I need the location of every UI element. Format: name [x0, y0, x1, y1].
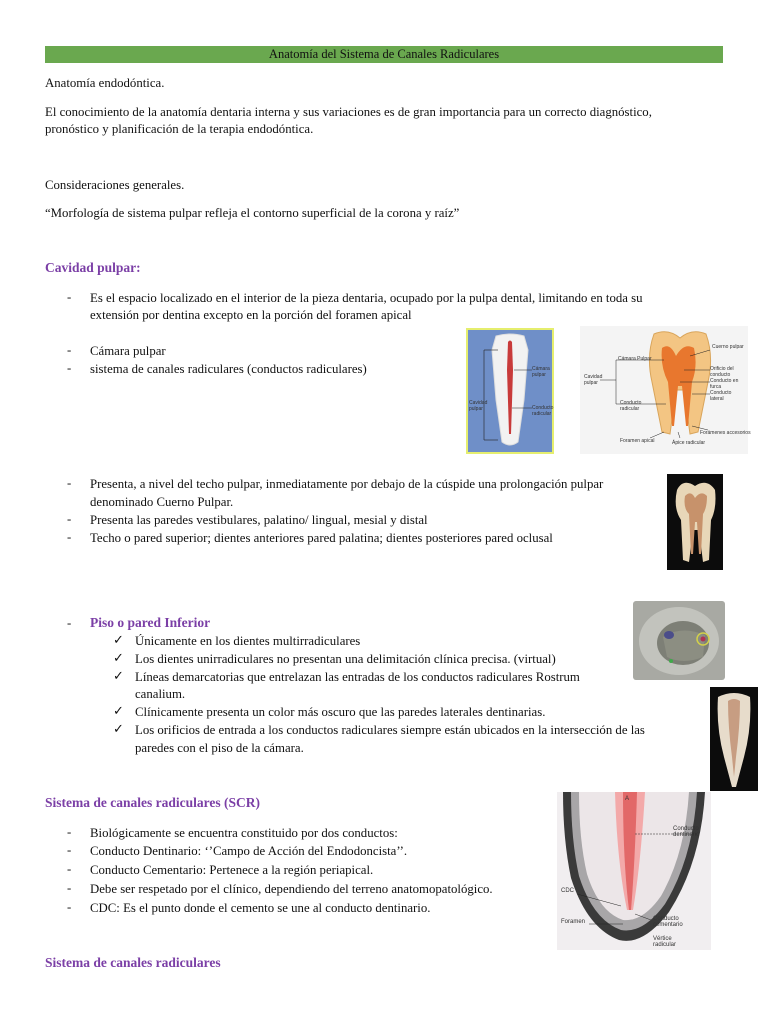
fig5-label-cdc: CDC [561, 888, 574, 894]
molar-photo-figure [667, 474, 723, 570]
bullet-dash: - [67, 290, 72, 304]
root-apex-diagram-image [557, 792, 711, 950]
pulp-floor-photo-figure [633, 601, 725, 680]
check-icon: ✓ [113, 704, 124, 718]
cavidad-item5: Presenta las paredes vestibulares, palatino/ lingual, mesial y distal [90, 513, 428, 527]
scr-item5: CDC: Es el punto donde el cemento se une al conducto dentinario. [90, 901, 431, 915]
fig5-label-foramen: Foramen [561, 919, 586, 925]
intro-p1: Anatomía endodóntica. [45, 76, 165, 90]
bullet-dash: - [67, 843, 72, 857]
piso-c1: Únicamente en los dientes multirradiculares [135, 634, 361, 648]
fig1-label-cavidad: Cavidad pulpar [469, 400, 488, 412]
piso-c5-line1: Los orificios de entrada a los conductos radiculares siempre están ubicados en la intersección de las [135, 723, 645, 737]
tooth-diagram-image [468, 330, 552, 452]
title-banner: Anatomía del Sistema de Canales Radiculares [45, 46, 723, 63]
root-apex-diagram-figure [557, 792, 711, 950]
cavidad-heading: Cavidad pulpar: [45, 260, 141, 275]
scr-footer-heading: Sistema de canales radiculares [45, 955, 221, 970]
fig2-label-orificio: Orificio del conducto [710, 366, 734, 378]
molar-photo-image [667, 474, 723, 570]
tooth-section-figure [580, 326, 751, 454]
cavidad-item2: Cámara pulpar [90, 344, 166, 358]
bullet-dash: - [67, 530, 72, 544]
piso-c4: Clínicamente presenta un color más oscuro que las paredes laterales dentinarias. [135, 705, 546, 719]
cavidad-item4-line1: Presenta, a nivel del techo pulpar, inmediatamente por debajo de la cúspide una prolongación pulpar [90, 477, 604, 491]
intro-p4: “Morfología de sistema pulpar refleja el contorno superficial de la corona y raíz” [45, 206, 460, 220]
intro-p2-line1: El conocimiento de la anatomía dentaria interna y sus variaciones es de gran importancia para un correcto diagnóstico, [45, 105, 652, 119]
check-icon: ✓ [113, 633, 124, 647]
fig5-label-dentinario: Conducto dentinario [673, 826, 700, 838]
bullet-dash: - [67, 616, 72, 630]
fig2-label-cuerno: Cuerno pulpar [712, 344, 744, 350]
scr-heading: Sistema de canales radiculares (SCR) [45, 795, 260, 810]
bullet-dash: - [67, 361, 72, 375]
scr-item2: Conducto Dentinario: ‘’Campo de Acción del Endodoncista’’. [90, 844, 408, 858]
fig2-label-lateral: Conducto lateral [710, 390, 732, 402]
scr-item4: Debe ser respetado por el clínico, dependiendo del terreno anatomopatológico. [90, 882, 493, 896]
intro-p3: Consideraciones generales. [45, 178, 185, 192]
fig2-label-apice: Ápice radicular [672, 440, 706, 446]
bullet-dash: - [67, 881, 72, 895]
fig5-label-vertice: Vértice radicular [653, 936, 677, 948]
bullet-dash: - [67, 862, 72, 876]
cavidad-item3: sistema de canales radiculares (conductos radiculares) [90, 362, 367, 376]
intro-p2-line2: pronóstico y planificación de la terapia endodóntica. [45, 122, 314, 136]
incisor-photo-image [710, 687, 758, 791]
cavidad-item1-line1: Es el espacio localizado en el interior de la pieza dentaria, ocupado por la pulpa dental, limitando en toda su [90, 291, 643, 305]
piso-heading: Piso o pared Inferior [90, 615, 211, 630]
bullet-dash: - [67, 900, 72, 914]
scr-item1: Biológicamente se encuentra constituido por dos conductos: [90, 826, 398, 840]
fig1-label-camara: Cámara pulpar [532, 366, 550, 378]
cavidad-item6: Techo o pared superior; dientes anteriores pared palatina; dientes posteriores pared oclusal [90, 531, 553, 545]
check-icon: ✓ [113, 722, 124, 736]
cavidad-item1-line2: extensión por dentina excepto en la porción del foramen apical [90, 308, 412, 322]
fig5-label-cementario: Conducto cementario [653, 916, 683, 928]
fig2-label-cavidad: Cavidad pulpar [584, 374, 603, 386]
piso-c3-line1: Líneas demarcatorias que entrelazan las entradas de los conductos radiculares Rostrum [135, 670, 580, 684]
piso-c5-line2: paredes con el piso de la cámara. [135, 741, 304, 755]
scr-item3: Conducto Cementario: Pertenece a la región periapical. [90, 863, 374, 877]
bullet-dash: - [67, 476, 72, 490]
cavidad-item4-line2: denominado Cuerno Pulpar. [90, 495, 234, 509]
bullet-dash: - [67, 343, 72, 357]
incisor-photo-figure [710, 687, 758, 791]
tooth-diagram-figure [466, 328, 554, 454]
check-icon: ✓ [113, 669, 124, 683]
bullet-dash: - [67, 825, 72, 839]
fig2-label-camara: Cámara Pulpar [618, 356, 652, 362]
fig2-label-radicular: Conducto radicular [620, 400, 642, 412]
fig1-label-conducto: Conducto radicular [532, 405, 554, 417]
fig5-label-a: A [625, 796, 630, 802]
bullet-dash: - [67, 512, 72, 526]
check-icon: ✓ [113, 651, 124, 665]
piso-c2: Los dientes unirradiculares no presentan una delimitación clínica precisa. (virtual) [135, 652, 556, 666]
fig2-label-foramen: Foramen apical [620, 438, 655, 444]
pulp-floor-photo-image [633, 601, 725, 680]
fig2-label-foraminas: Forámenes accesorios [700, 430, 751, 436]
fig2-label-furca: Conducto en furca [710, 378, 739, 390]
piso-c3-line2: canalium. [135, 687, 186, 701]
